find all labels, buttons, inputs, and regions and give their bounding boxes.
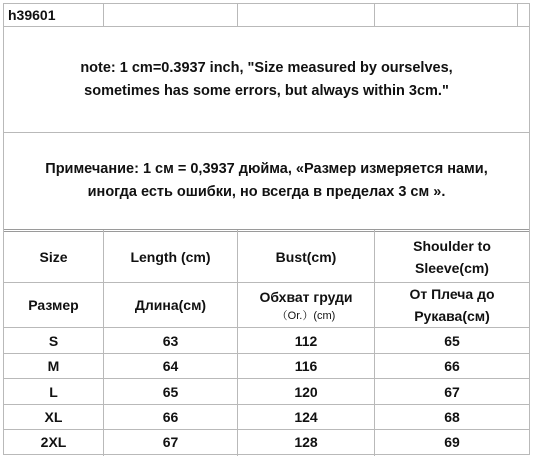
header-bust: Bust(cm) <box>275 249 337 265</box>
cell-shoulder: 67 <box>444 383 460 400</box>
cell-shoulder: 65 <box>444 332 460 349</box>
header-size-ru: Размер <box>28 297 79 313</box>
header-size: Size <box>39 249 68 265</box>
header-length-ru: Длина(см) <box>134 297 207 313</box>
cell-bust: 128 <box>294 434 318 450</box>
cell-shoulder: 66 <box>444 358 460 374</box>
divider <box>103 4 104 26</box>
note-english <box>4 27 529 132</box>
header-length: Length (cm) <box>130 249 211 265</box>
cell-size: L <box>49 383 58 400</box>
divider <box>517 4 518 26</box>
cell-bust: 120 <box>294 383 318 400</box>
divider <box>374 4 375 26</box>
header-shoulder-line1: Shoulder to <box>413 238 491 254</box>
product-code: h39601 <box>8 7 56 23</box>
header-bust-ru-line2: （Or.）(cm) <box>276 310 336 322</box>
divider <box>237 4 238 26</box>
cell-length: 64 <box>162 358 179 374</box>
header-shoulder-line2: Sleeve(cm) <box>415 260 489 276</box>
header-shoulder-ru-line1: От Плеча до <box>409 286 495 302</box>
note-english-line2: sometimes has some errors, but always within 3cm." <box>84 82 449 99</box>
note-russian-line1: Примечание: 1 см = 0,3937 дюйма, «Размер измеряется нами, <box>45 161 488 177</box>
note-russian <box>4 133 529 229</box>
cell-size: S <box>48 332 59 349</box>
header-shoulder <box>375 232 529 282</box>
header-bust-ru-line1: Обхват груди <box>259 289 353 305</box>
cell-shoulder: 68 <box>444 409 460 425</box>
cell-size: 2XL <box>40 434 67 450</box>
size-chart-sheet <box>3 3 530 455</box>
note-english-line1: note: 1 cm=0.3937 inch, "Size measured by ourselves, <box>80 59 453 76</box>
header-shoulder-ru <box>375 283 529 327</box>
cell-length: 65 <box>162 383 179 400</box>
header-shoulder-ru-line2: Рукава(см) <box>414 308 490 324</box>
cell-shoulder: 69 <box>444 434 460 450</box>
cell-length: 63 <box>162 332 179 349</box>
cell-bust: 112 <box>294 332 318 349</box>
cell-bust: 116 <box>294 358 318 374</box>
cell-size: M <box>47 358 60 374</box>
cell-length: 66 <box>162 409 179 425</box>
header-bust-ru <box>238 283 374 327</box>
cell-bust: 124 <box>294 409 318 425</box>
note-russian-line2: иногда есть ошибки, но всегда в пределах 3 см ». <box>87 184 446 200</box>
cell-size: XL <box>44 409 63 425</box>
cell-length: 67 <box>162 434 179 450</box>
